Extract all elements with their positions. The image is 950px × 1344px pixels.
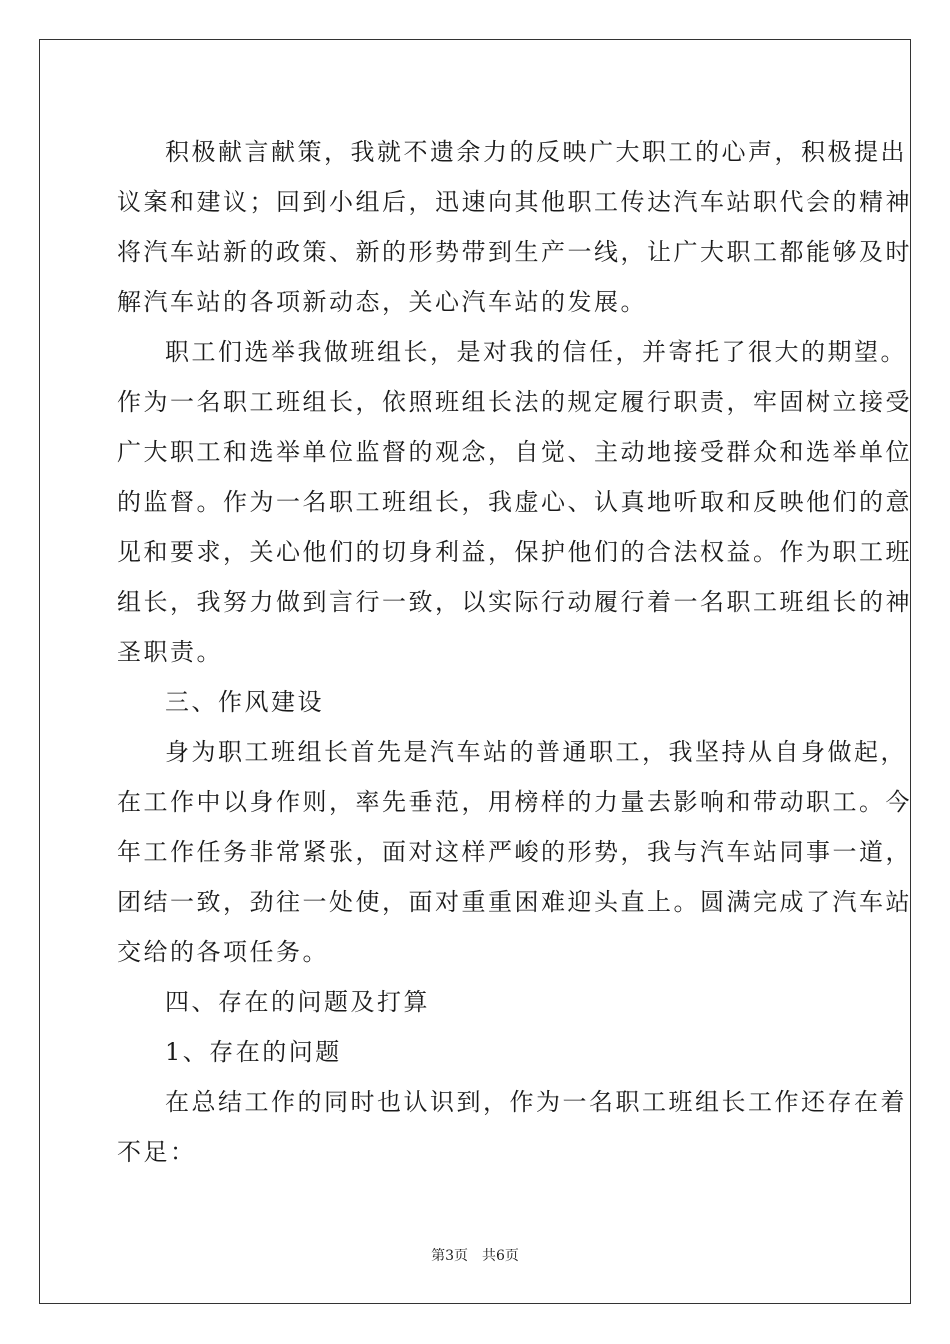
text-line: 的监督。作为一名职工班组长，我虚心、认真地听取和反映他们的意 bbox=[117, 488, 912, 516]
text-line: 在工作中以身作则，率先垂范，用榜样的力量去影响和带动职工。今 bbox=[117, 788, 912, 816]
text-line: 交给的各项任务。 bbox=[117, 938, 329, 966]
text-line: 不足： bbox=[117, 1138, 197, 1166]
text-line: 年工作任务非常紧张，面对这样严峻的形势，我与汽车站同事一道， bbox=[117, 838, 912, 866]
text-line: 作为一名职工班组长，依照班组长法的规定履行职责，牢固树立接受 bbox=[117, 388, 912, 416]
text-line: 见和要求，关心他们的切身利益，保护他们的合法权益。作为职工班 bbox=[117, 538, 912, 566]
page-footer bbox=[0, 1245, 950, 1265]
subsection-heading: 1、存在的问题 bbox=[165, 1038, 342, 1066]
text-line: 将汽车站新的政策、新的形势带到生产一线，让广大职工都能够及时 bbox=[117, 238, 912, 266]
text-line: 组长，我努力做到言行一致，以实际行动履行着一名职工班组长的神 bbox=[117, 588, 912, 616]
text-line: 团结一致，劲往一处使，面对重重困难迎头直上。圆满完成了汽车站 bbox=[117, 888, 912, 916]
page-number-current: 第3页 bbox=[431, 1248, 468, 1264]
text-line: 圣职责。 bbox=[117, 638, 223, 666]
section-heading: 四、存在的问题及打算 bbox=[165, 988, 430, 1016]
page-number-total: 共6页 bbox=[482, 1248, 519, 1264]
text-line: 解汽车站的各项新动态，关心汽车站的发展。 bbox=[117, 288, 647, 316]
text-line: 身为职工班组长首先是汽车站的普通职工，我坚持从自身做起， bbox=[165, 738, 907, 766]
section-heading: 三、作风建设 bbox=[165, 688, 324, 716]
text-line: 议案和建议；回到小组后，迅速向其他职工传达汽车站职代会的精神 bbox=[117, 188, 912, 216]
text-line: 职工们选举我做班组长，是对我的信任，并寄托了很大的期望。 bbox=[165, 338, 907, 366]
text-line: 在总结工作的同时也认识到，作为一名职工班组长工作还存在着 bbox=[165, 1088, 907, 1116]
text-line: 积极献言献策，我就不遗余力的反映广大职工的心声，积极提出 bbox=[165, 138, 907, 166]
text-line: 广大职工和选举单位监督的观念，自觉、主动地接受群众和选举单位 bbox=[117, 438, 912, 466]
document-body bbox=[117, 127, 912, 1177]
